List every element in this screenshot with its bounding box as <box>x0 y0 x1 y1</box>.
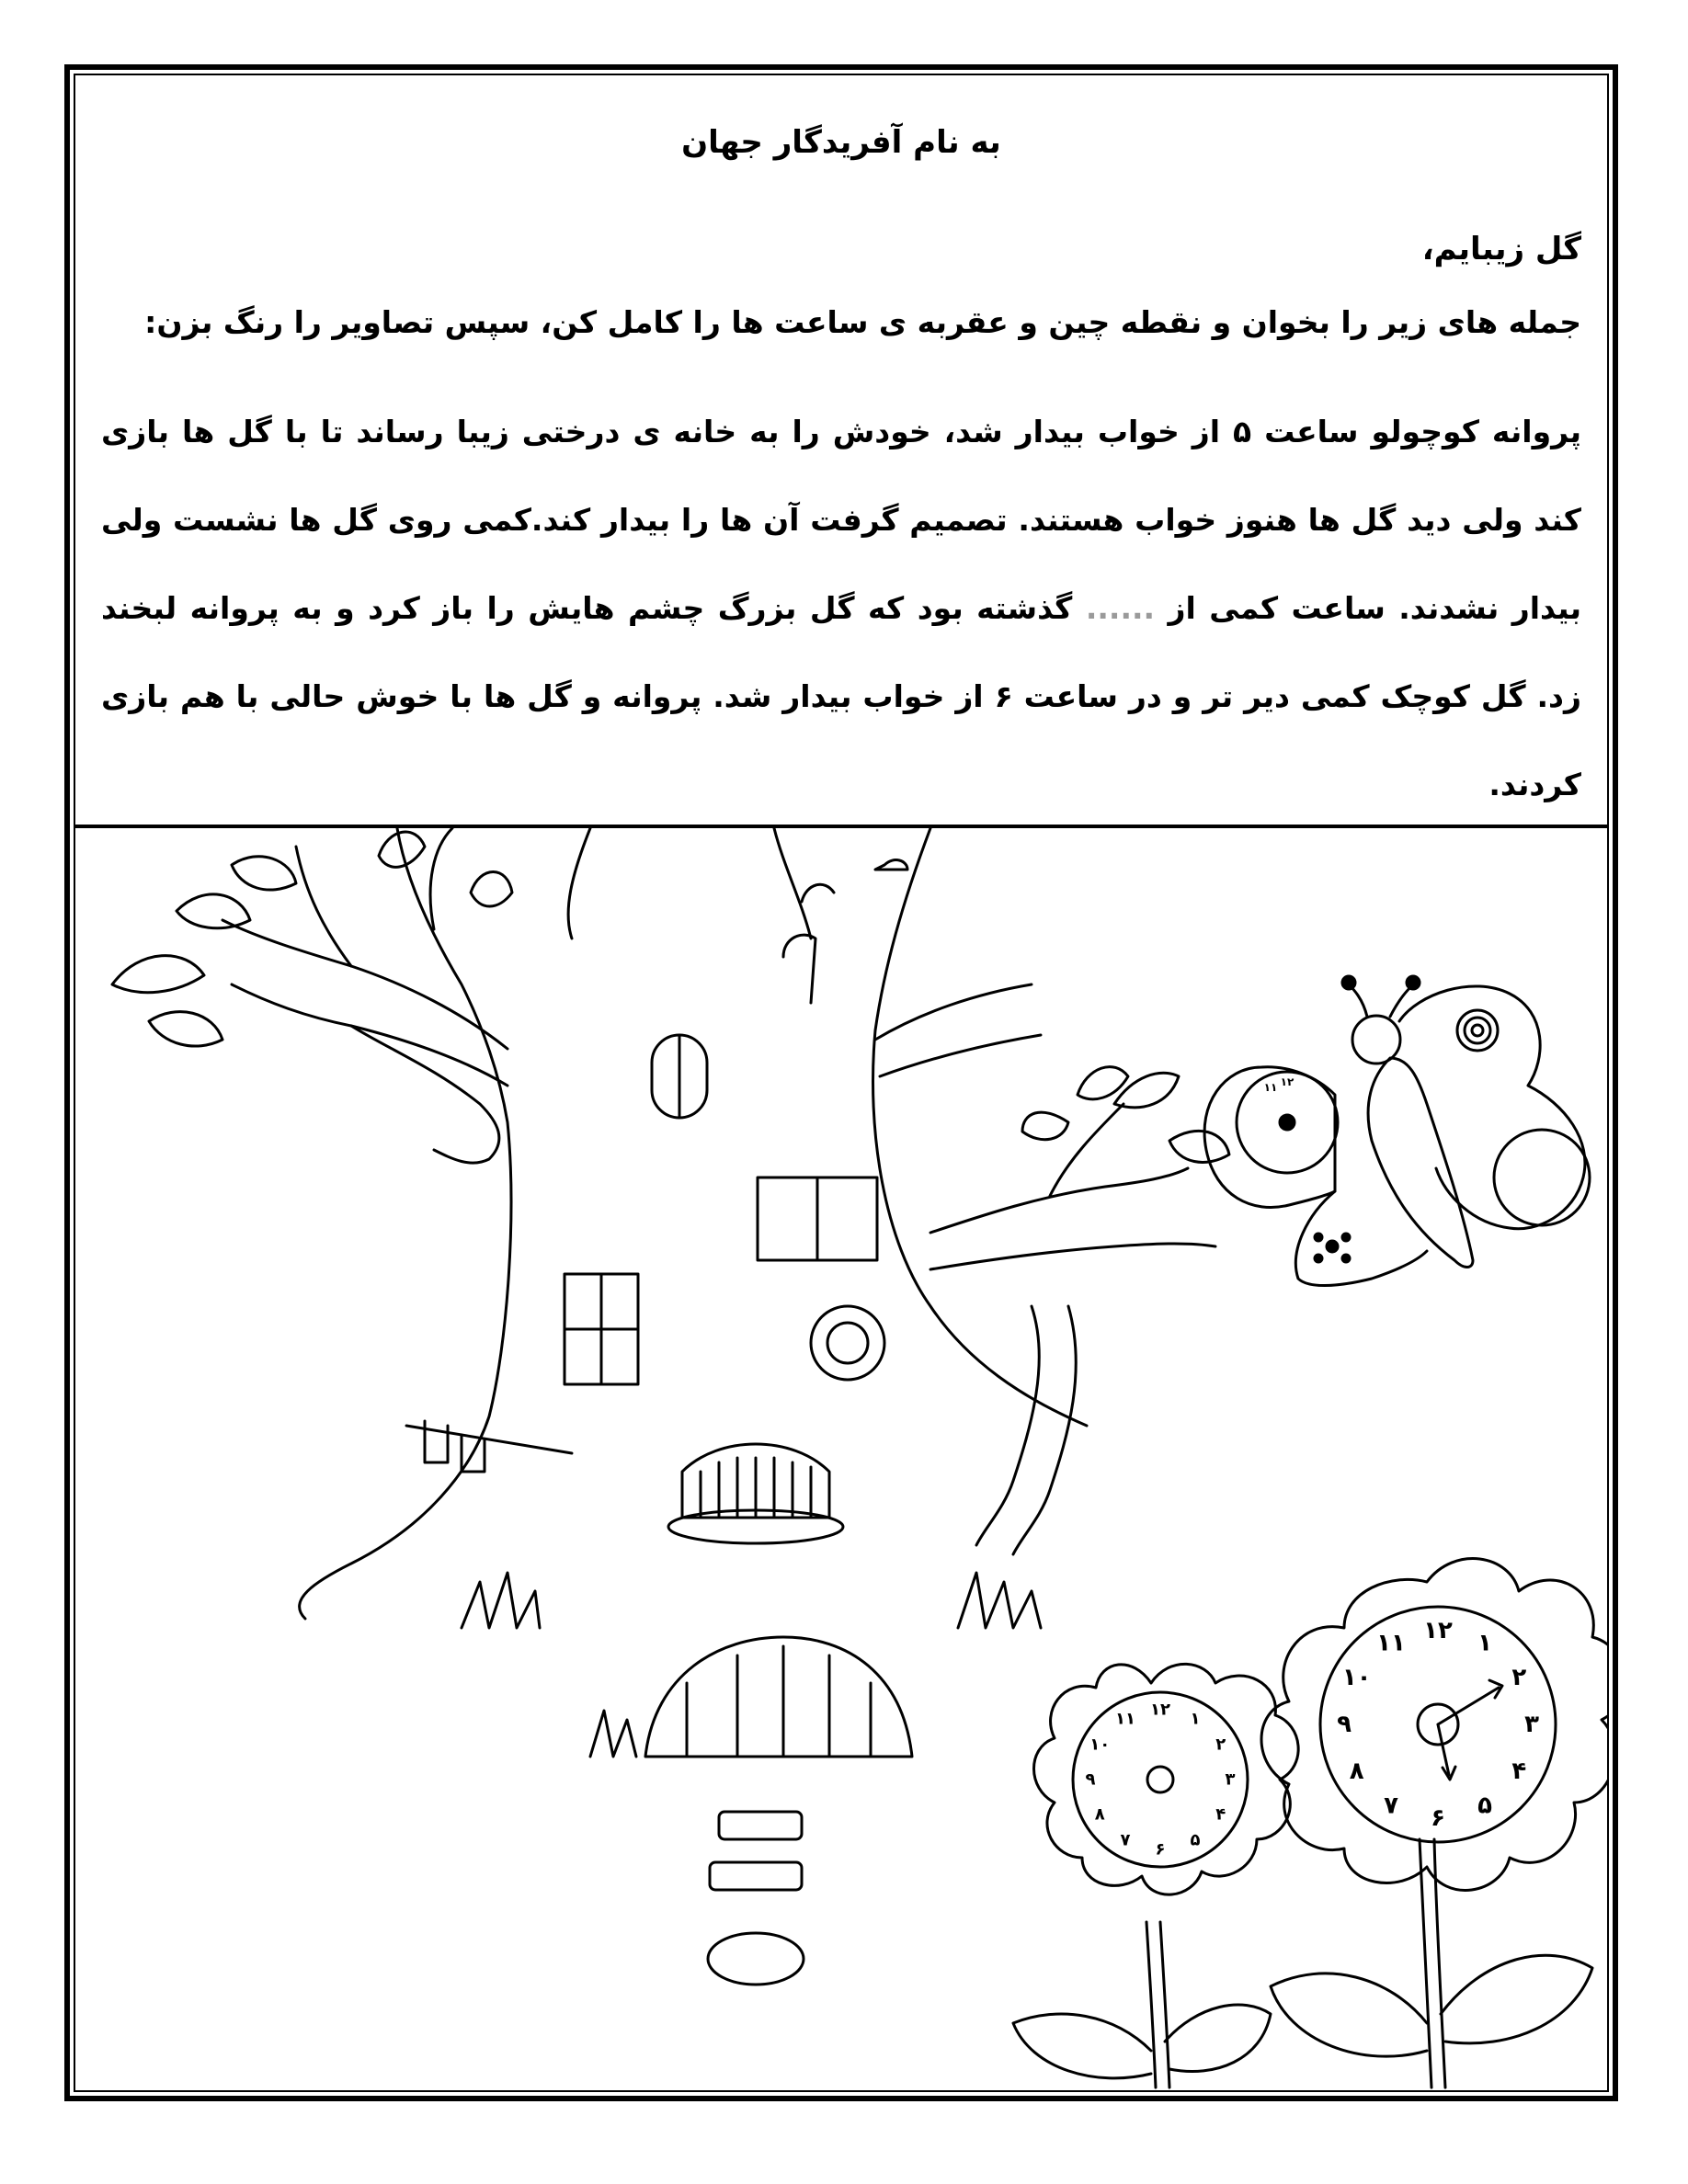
small-clock-numeral: ۳ <box>1225 1769 1236 1790</box>
page-title: به نام آفریدگار جهان <box>681 124 1001 161</box>
small-clock-numeral: ۵ <box>1190 1830 1201 1850</box>
butterfly-drawing <box>1204 976 1590 1286</box>
small-clock-numeral: ۲ <box>1215 1735 1226 1755</box>
tree-house-drawing <box>112 828 1229 1985</box>
greeting: گل زیبایم، <box>1421 231 1581 267</box>
big-clock-numeral: ۵ <box>1477 1792 1492 1820</box>
big-clock-numeral: ۷ <box>1384 1792 1398 1820</box>
big-clock-numeral: ۱۲ <box>1423 1617 1453 1644</box>
small-clock-numeral: ۱۰ <box>1089 1735 1111 1755</box>
small-clock-numeral: ۱۲ <box>1150 1700 1170 1720</box>
big-clock-numeral: ۳ <box>1524 1711 1539 1738</box>
story-paragraph <box>101 388 1581 829</box>
small-clock-numeral: ۹ <box>1085 1769 1096 1790</box>
big-clock-numeral: ۴ <box>1511 1757 1527 1785</box>
coloring-illustration <box>75 828 1607 2090</box>
small-flower-drawing <box>1013 1664 1298 2087</box>
small-clock-numeral: ۴ <box>1215 1804 1226 1825</box>
story-part-2: گذشته بود که گل بزرگ چشم هایش را باز کرد و به پروانه لبخند زد. گل کوچک کمی دیر تر و در ساعت ۶ از خواب بیدار شد. پروانه و گل ها با خوش حالی با هم بازی کردند. <box>101 590 1581 802</box>
big-clock-numeral: ۶ <box>1431 1804 1445 1832</box>
big-clock-numeral: ۱ <box>1477 1629 1492 1657</box>
big-flower-drawing <box>1261 1559 1607 2087</box>
butterfly-clock-numeral: ۱۱ <box>1263 1081 1278 1094</box>
small-clock-numeral: ۷ <box>1120 1830 1131 1850</box>
fill-in-blank[interactable]: ...... <box>1085 590 1156 626</box>
instruction: جمله های زیر را بخوان و نقطه چین و عقربه ی ساعت ها را کامل کن، سپس تصاویر را رنگ بزن: <box>144 304 1581 340</box>
big-clock-numeral: ۸ <box>1349 1757 1364 1785</box>
big-clock-numeral: ۱۰ <box>1341 1664 1372 1691</box>
big-clock-numeral: ۲ <box>1511 1664 1527 1691</box>
big-clock-numeral: ۱۱ <box>1376 1629 1406 1657</box>
butterfly-clock-numeral: ۱۲ <box>1280 1075 1295 1088</box>
small-clock-numeral: ۶ <box>1155 1839 1166 1860</box>
small-clock-numeral: ۱ <box>1190 1709 1201 1729</box>
small-clock-numeral: ۱۱ <box>1115 1709 1135 1729</box>
story-part-1: پروانه کوچولو ساعت ۵ از خواب بیدار شد، خودش را به خانه ی درختی زیبا رساند تا با گل ها بازی کند ولی دید گل ها هنوز خواب هستند. تصمیم گرفت آن ها را بیدار کند.کمی روی گل ها نشست ولی بیدار نشدند. ساعت کمی از <box>101 414 1581 626</box>
small-clock-numeral: ۸ <box>1094 1804 1105 1825</box>
worksheet-text <box>101 101 1581 809</box>
big-clock-numeral: ۹ <box>1337 1711 1352 1738</box>
